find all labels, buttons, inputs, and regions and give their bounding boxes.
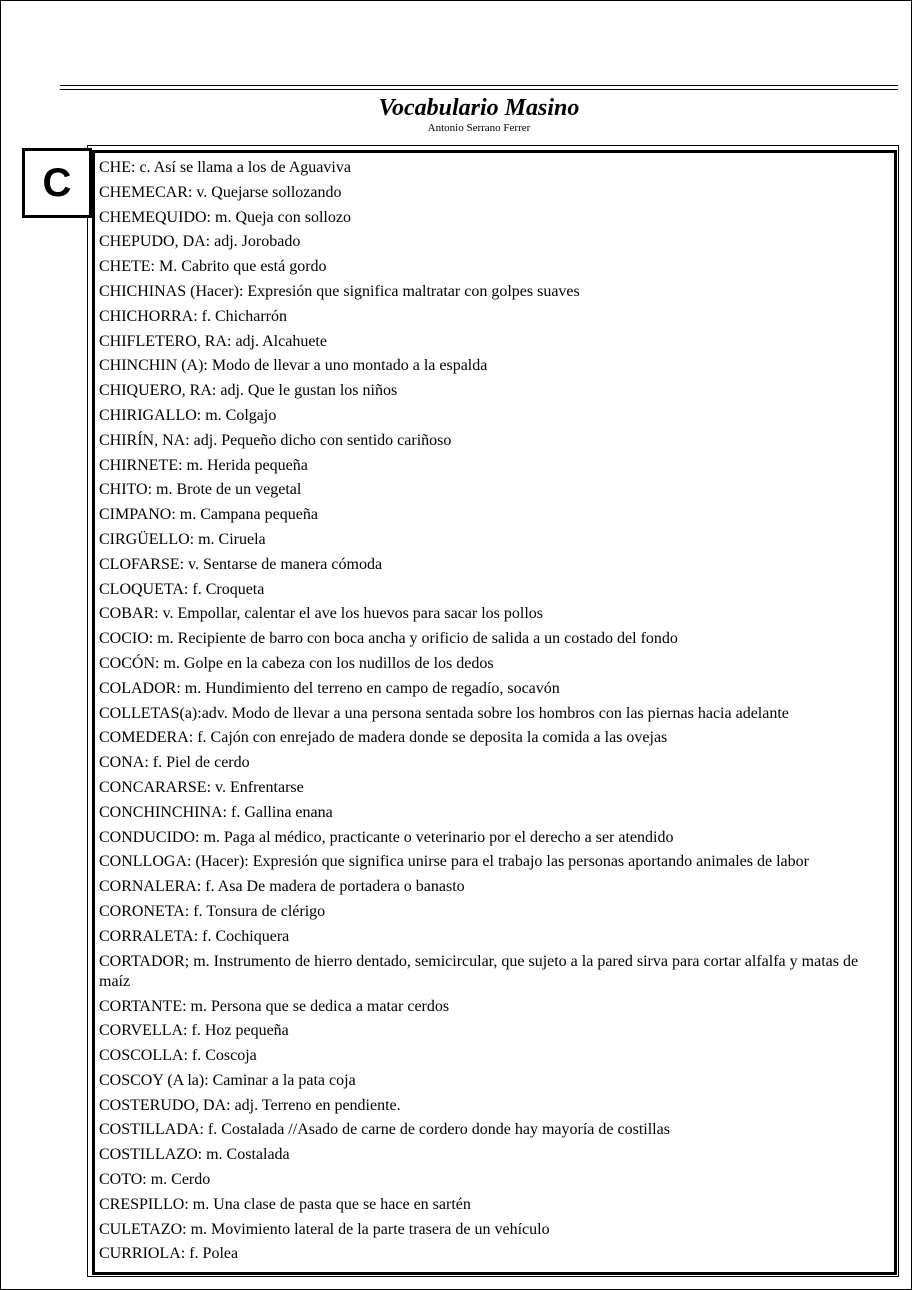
document-author: Antonio Serrano Ferrer xyxy=(427,122,531,134)
vocabulary-entry: CORONETA: f. Tonsura de clérigo xyxy=(99,902,326,920)
vocabulary-entry: CLOFARSE: v. Sentarse de manera cómoda xyxy=(99,555,383,573)
vocabulary-entry: CULETAZO: m. Movimiento lateral de la parte trasera de un vehículo xyxy=(99,1220,550,1238)
vocabulary-entry: CHIRIGALLO: m. Colgajo xyxy=(99,406,277,424)
vocabulary-entry: CIRGÜELLO: m. Ciruela xyxy=(99,530,266,548)
vocabulary-entry: CIMPANO: m. Campana pequeña xyxy=(99,506,318,524)
vocabulary-entry: CONCHINCHINA: f. Gallina enana xyxy=(99,803,333,821)
vocabulary-entry: COTO: m. Cerdo xyxy=(99,1171,211,1189)
document-title: Vocabulario Masino xyxy=(378,95,580,121)
vocabulary-entry: CHIRNETE: m. Herida pequeña xyxy=(99,456,308,474)
vocabulary-list xyxy=(99,156,885,1267)
vocabulary-entry: CHITO: m. Brote de un vegetal xyxy=(99,481,302,499)
vocabulary-entry: CORTADOR; m. Instrumento de hierro dentado, semicircular, que sujeto a la pared sirva para cortar alfalfa y matas de maíz xyxy=(99,952,859,990)
vocabulary-entry: CONLLOGA: (Hacer): Expresión que significa unirse para el trabajo las personas aportando animales de labor xyxy=(99,853,809,871)
vocabulary-entry: CHEPUDO, DA: adj. Jorobado xyxy=(99,233,301,251)
vocabulary-entry: CRESPILLO: m. Una clase de pasta que se hace en sartén xyxy=(99,1195,471,1213)
vocabulary-entry: COSCOLLA: f. Coscoja xyxy=(99,1047,257,1065)
header-rule-bottom xyxy=(60,89,898,90)
vocabulary-entry: CHIFLETERO, RA: adj. Alcahuete xyxy=(99,332,327,350)
vocabulary-entry: CONA: f. Piel de cerdo xyxy=(99,754,250,772)
vocabulary-entry: COSTILLAZO: m. Costalada xyxy=(99,1146,290,1164)
vocabulary-entry: CLOQUETA: f. Croqueta xyxy=(99,580,265,598)
vocabulary-entry: CHICHINAS (Hacer): Expresión que significa maltratar con golpes suaves xyxy=(99,282,580,300)
vocabulary-entry: CHE: c. Así se llama a los de Aguaviva xyxy=(99,159,351,176)
vocabulary-entry: CHICHORRA: f. Chicharrón xyxy=(99,307,287,325)
vocabulary-entry: CORRALETA: f. Cochiquera xyxy=(99,927,290,945)
vocabulary-entry: COSTILLADA: f. Costalada //Asado de carne de cordero donde hay mayoría de costillas xyxy=(99,1121,670,1139)
vocabulary-entry: CHEMEQUIDO: m. Queja con sollozo xyxy=(99,208,351,226)
vocabulary-entry: CHETE: M. Cabrito que está gordo xyxy=(99,258,327,276)
vocabulary-entry: COBAR: v. Empollar, calentar el ave los huevos para sacar los pollos xyxy=(99,605,543,623)
vocabulary-entry: COSTERUDO, DA: adj. Terreno en pendiente. xyxy=(99,1096,401,1114)
vocabulary-entry: COCÓN: m. Golpe en la cabeza con los nudillos de los dedos xyxy=(99,654,494,672)
vocabulary-entry: CONDUCIDO: m. Paga al médico, practicante o veterinario por el derecho a ser atendido xyxy=(99,828,674,846)
section-letter: C xyxy=(42,160,72,205)
vocabulary-entry: COLADOR: m. Hundimiento del terreno en campo de regadío, socavón xyxy=(99,679,560,697)
header-rule-top xyxy=(60,85,898,86)
vocabulary-entry: CHINCHIN (A): Modo de llevar a uno montado a la espalda xyxy=(99,357,488,375)
vocabulary-entry: CHIRÍN, NA: adj. Pequeño dicho con sentido cariñoso xyxy=(99,431,452,449)
vocabulary-entry: COCIO: m. Recipiente de barro con boca ancha y orificio de salida a un costado del fondo xyxy=(99,630,678,648)
section-letter-box xyxy=(22,148,92,218)
vocabulary-entry: COMEDERA: f. Cajón con enrejado de madera donde se deposita la comida a las ovejas xyxy=(99,729,668,747)
vocabulary-entry: CONCARARSE: v. Enfrentarse xyxy=(99,778,304,796)
vocabulary-entry: CORTANTE: m. Persona que se dedica a matar cerdos xyxy=(99,997,450,1015)
vocabulary-entry: CORVELLA: f. Hoz pequeña xyxy=(99,1022,289,1040)
vocabulary-entry: COSCOY (A la): Caminar a la pata coja xyxy=(99,1071,356,1089)
vocabulary-entry: CURRIOLA: f. Polea xyxy=(99,1245,239,1263)
vocabulary-entry: COLLETAS(a):adv. Modo de llevar a una persona sentada sobre los hombros con las piernas hacia adelante xyxy=(99,704,789,722)
vocabulary-entry: CHEMECAR: v. Quejarse sollozando xyxy=(99,183,342,201)
vocabulary-entry: CORNALERA: f. Asa De madera de portadera o banasto xyxy=(99,878,465,896)
vocabulary-entry: CHIQUERO, RA: adj. Que le gustan los niños xyxy=(99,382,398,400)
